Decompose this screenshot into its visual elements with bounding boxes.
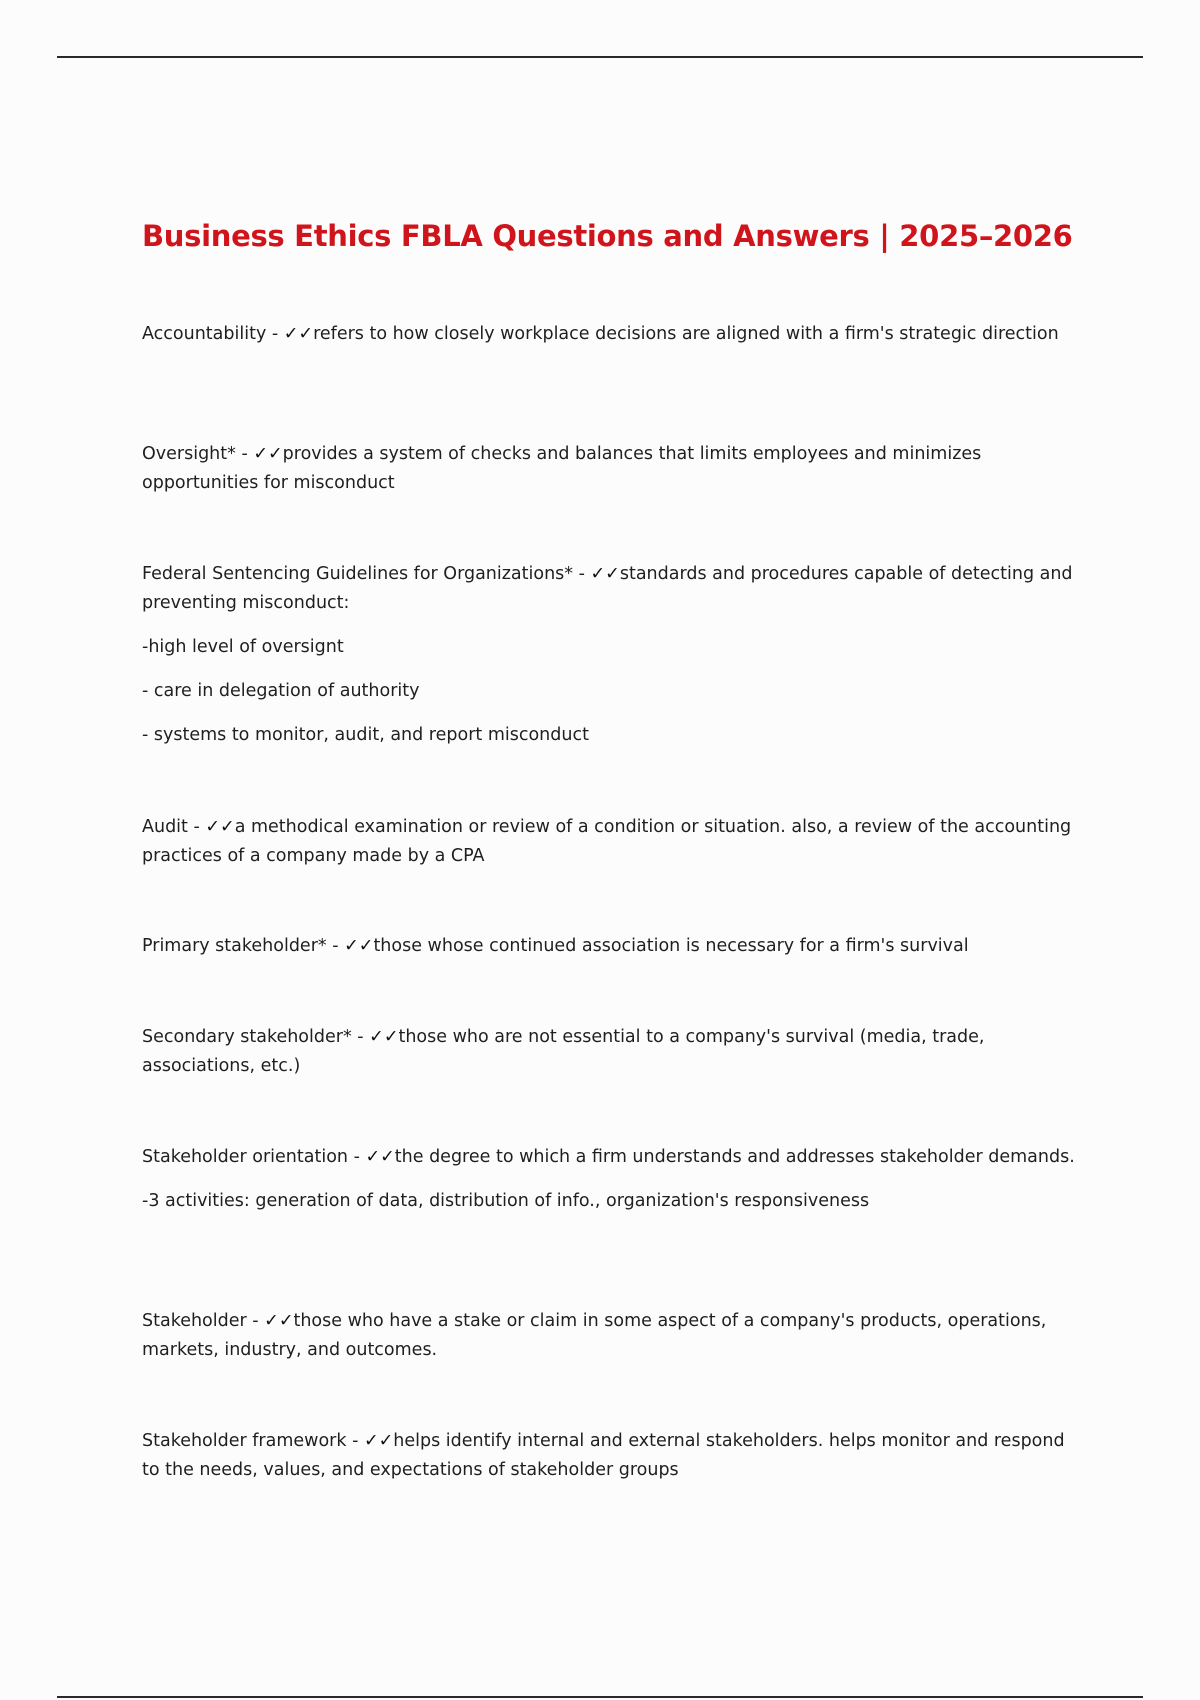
entry-separator: -: [573, 564, 591, 584]
qa-entry-oversight: [142, 440, 1082, 498]
top-rule: [57, 56, 1143, 58]
entry-separator: -: [326, 936, 345, 956]
check-mark-icon: ✓✓: [344, 936, 374, 956]
entry-separator: -: [246, 1311, 265, 1331]
entry-definition: the degree to which a firm understands and addresses stakeholder demands.: [394, 1147, 1075, 1167]
entry-text: [142, 1307, 1082, 1365]
entry-text: [142, 560, 1082, 618]
check-mark-icon: ✓✓: [369, 1027, 399, 1047]
entry-term: Stakeholder: [142, 1311, 247, 1331]
qa-entry-primary-stakeholder: [142, 932, 1082, 961]
qa-entry-stakeholder: [142, 1307, 1082, 1365]
document-title: Business Ethics FBLA Questions and Answers | 2025–2026: [142, 219, 1073, 253]
entry-definition: refers to how closely workplace decisions are aligned with a firm's strategic direction: [313, 324, 1059, 344]
qa-entry-stakeholder-framework: [142, 1427, 1082, 1485]
entry-bullet: - care in delegation of authority: [142, 681, 420, 701]
entry-text: [142, 440, 1082, 498]
entry-term: Primary stakeholder*: [142, 936, 327, 956]
check-mark-icon: ✓✓: [365, 1147, 395, 1167]
entry-separator: -: [266, 324, 284, 344]
bottom-rule: [57, 1696, 1143, 1698]
check-mark-icon: ✓✓: [253, 444, 283, 464]
entry-separator: -: [235, 444, 254, 464]
entry-term: Oversight*: [142, 444, 236, 464]
entry-text: [142, 1427, 1082, 1485]
entry-definition: those who have a stake or claim in some aspect of a company's products, operations, markets, industry, and outcomes.: [142, 1311, 1047, 1360]
qa-entry-federal-sentencing-guidelines: [142, 560, 1082, 750]
entry-term: Accountability: [142, 324, 267, 344]
qa-entry-accountability: [142, 320, 1082, 349]
entry-text: [142, 813, 1082, 871]
entry-bullet: -3 activities: generation of data, distribution of info., organization's responsiveness: [142, 1191, 870, 1211]
qa-entry-stakeholder-orientation: [142, 1143, 1082, 1216]
entry-term: Audit: [142, 817, 188, 837]
entry-term: Stakeholder framework: [142, 1431, 347, 1451]
entry-separator: -: [348, 1147, 366, 1167]
entry-separator: -: [187, 817, 206, 837]
check-mark-icon: ✓✓: [283, 324, 314, 344]
entry-text: [142, 1143, 1082, 1172]
entry-definition: those whose continued association is necessary for a firm's survival: [373, 936, 969, 956]
entry-bullet: - systems to monitor, audit, and report misconduct: [142, 725, 589, 745]
entry-term: Secondary stakeholder*: [142, 1027, 352, 1047]
entry-definition: standards and procedures capable of detecting and preventing misconduct:: [142, 564, 1073, 613]
check-mark-icon: ✓✓: [205, 817, 235, 837]
entry-text: [142, 932, 1082, 961]
qa-entry-secondary-stakeholder: [142, 1023, 1082, 1081]
qa-entry-audit: [142, 813, 1082, 871]
entry-separator: -: [346, 1431, 364, 1451]
entry-separator: -: [351, 1027, 370, 1047]
check-mark-icon: ✓✓: [363, 1431, 394, 1451]
entry-definition: helps identify internal and external stakeholders. helps monitor and respond to the needs, values, and expectations of stakeholder groups: [142, 1431, 1065, 1480]
entry-definition: provides a system of checks and balances that limits employees and minimizes opportunities for misconduct: [142, 444, 982, 493]
entry-text: [142, 320, 1082, 349]
check-mark-icon: ✓✓: [590, 564, 620, 584]
entry-text: [142, 1023, 1082, 1081]
entry-term: Stakeholder orientation: [142, 1147, 348, 1167]
entry-term: Federal Sentencing Guidelines for Organizations*: [142, 564, 574, 584]
entry-definition: those who are not essential to a company's survival (media, trade, associations, etc.): [142, 1027, 985, 1076]
check-mark-icon: ✓✓: [264, 1311, 294, 1331]
entry-bullet: -high level of oversignt: [142, 637, 344, 657]
entry-definition: a methodical examination or review of a condition or situation. also, a review of the accounting practices of a company made by a CPA: [142, 817, 1072, 866]
